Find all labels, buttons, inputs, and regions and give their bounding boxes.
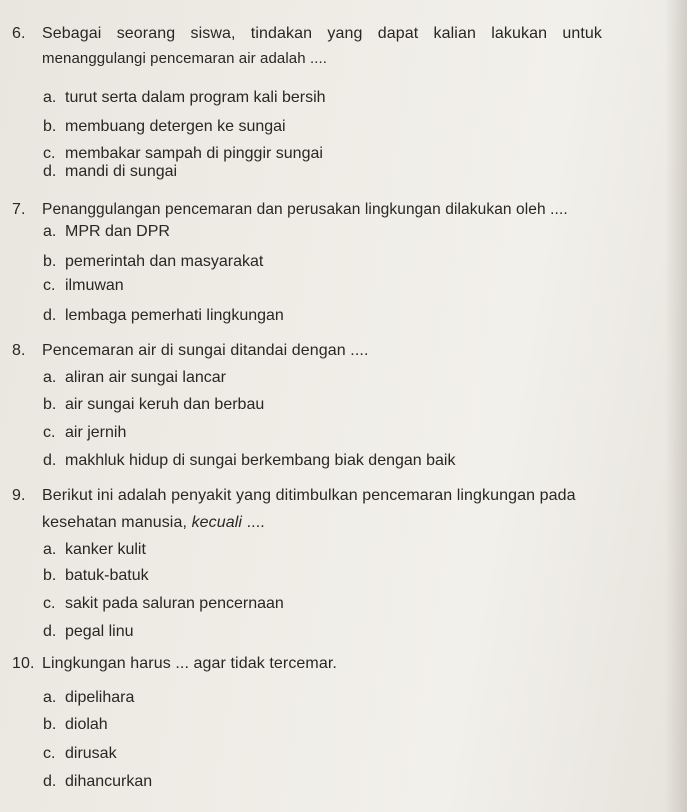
option-text: dirusak [65,745,117,762]
option-letter: d. [43,452,57,469]
option-letter: c. [43,745,56,762]
option-text: turut serta dalam program kali bersih [65,89,326,106]
question-7 [12,200,672,220]
option-letter: a. [43,541,57,558]
option-text: pegal linu [65,623,134,640]
option-text: mandi di sungai [65,163,178,180]
question-number: 9. [12,487,26,504]
option-text: batuk-batuk [65,567,149,584]
question-stem-line2 [42,513,265,533]
question-10 [12,654,672,674]
question-6 [12,24,672,84]
option-letter: c. [43,145,56,162]
question-stem-line1: Berikut ini adalah penyakit yang ditimbulkan pencemaran lingkungan pada [42,487,576,504]
option-10a[interactable] [43,688,134,708]
option-9b[interactable] [43,566,149,586]
question-8 [12,341,672,361]
question-number: 10. [12,655,35,672]
option-letter: b. [43,716,57,733]
option-8d[interactable] [43,451,455,471]
option-text: dihancurkan [65,773,153,790]
stem-text: kesehatan manusia, [42,514,192,531]
question-number: 8. [12,342,26,359]
option-8c[interactable] [43,423,126,443]
option-10b[interactable] [43,715,108,735]
option-letter: d. [43,307,57,324]
option-6b[interactable] [43,117,286,137]
option-6c[interactable] [43,144,323,164]
option-text: diolah [65,716,108,733]
option-9c[interactable] [43,594,284,614]
option-letter: a. [43,223,57,240]
option-letter: d. [43,163,57,180]
option-text: air jernih [65,424,127,441]
option-7a[interactable] [43,222,170,242]
option-letter: b. [43,567,57,584]
option-text: pemerintah dan masyarakat [65,253,264,270]
question-stem-line1: Sebagai seorang siswa, tindakan yang dapat kalian lakukan untuk [42,25,602,42]
question-stem-line1: Pencemaran air di sungai ditandai dengan .... [42,342,369,359]
option-text: ilmuwan [65,277,124,294]
option-letter: c. [43,424,56,441]
option-9d[interactable] [43,622,134,642]
option-letter: b. [43,118,57,135]
question-9 [12,486,672,536]
option-9a[interactable] [43,540,146,560]
option-letter: b. [43,396,57,413]
stem-tail: .... [242,514,265,531]
option-letter: a. [43,369,57,386]
option-7c[interactable] [43,276,124,296]
option-text: kanker kulit [65,541,146,558]
option-text: MPR dan DPR [65,223,170,240]
option-letter: c. [43,595,56,612]
option-text: lembaga pemerhati lingkungan [65,307,284,324]
option-letter: a. [43,689,57,706]
page-edge-shadow [665,0,687,812]
option-7d[interactable] [43,306,284,326]
question-stem-line1: Lingkungan harus ... agar tidak tercemar. [42,655,337,672]
option-text: dipelihara [65,689,135,706]
stem-italic-word: kecuali [191,514,243,531]
question-number: 7. [12,201,26,218]
question-stem-line1: Penanggulangan pencemaran dan perusakan lingkungan dilakukan oleh .... [42,201,568,218]
option-text: aliran air sungai lancar [65,369,226,386]
option-8a[interactable] [43,368,226,388]
option-6d[interactable] [43,162,177,182]
question-stem-line2: menanggulangi pencemaran air adalah .... [42,50,328,67]
option-7b[interactable] [43,252,263,272]
option-letter: d. [43,773,57,790]
option-8b[interactable] [43,395,264,415]
question-number: 6. [12,25,26,42]
option-letter: c. [43,277,56,294]
option-text: membakar sampah di pinggir sungai [65,145,323,162]
option-text: air sungai keruh dan berbau [65,396,265,413]
option-letter: b. [43,253,57,270]
option-text: membuang detergen ke sungai [65,118,286,135]
option-6a[interactable] [43,88,326,108]
option-letter: d. [43,623,57,640]
option-text: sakit pada saluran pencernaan [65,595,284,612]
option-letter: a. [43,89,57,106]
option-text: makhluk hidup di sungai berkembang biak dengan baik [65,452,456,469]
option-10c[interactable] [43,744,117,764]
option-10d[interactable] [43,772,152,792]
